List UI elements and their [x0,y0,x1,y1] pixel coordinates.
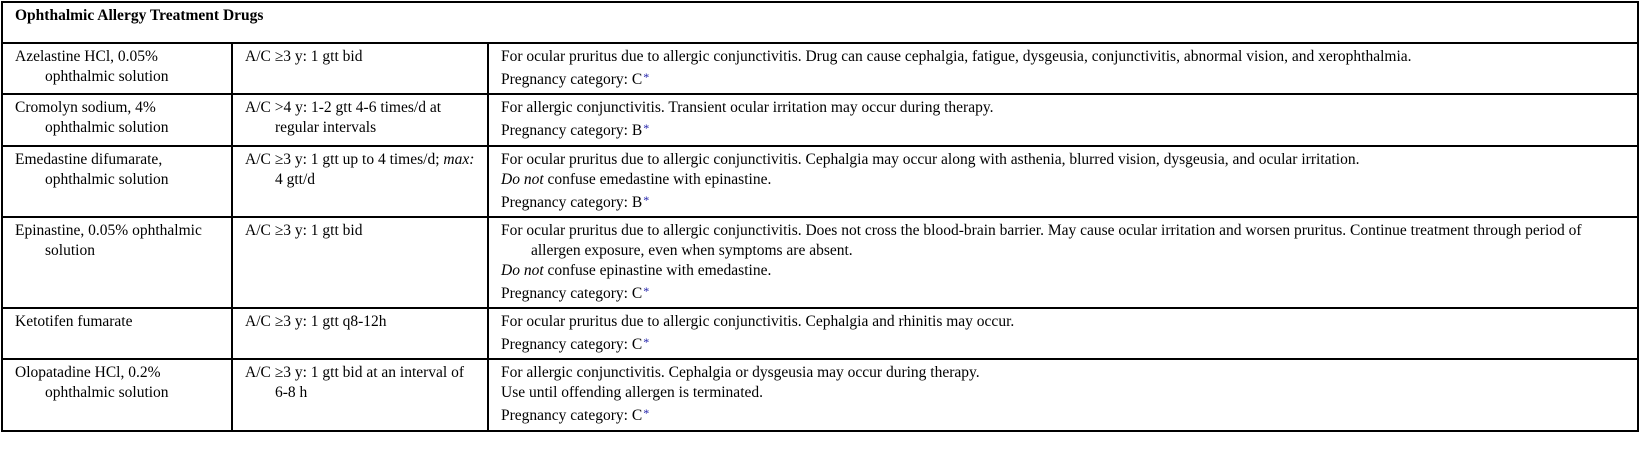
drug-name: Olopatadine HCl, 0.2% ophthalmic solution [15,364,169,401]
dose-text: A/C ≥3 y: 1 gtt bid [245,48,363,65]
drug-name: Emedastine difumarate, ophthalmic solution [15,151,169,188]
footnote-marker: * [643,284,650,298]
drug-name: Ketotifen fumarate [15,313,133,330]
notes-cell [488,359,1638,431]
dose-text: A/C ≥3 y: 1 gtt up to 4 times/d; max: 4 gtt/d [245,151,475,188]
indication-text: For allergic conjunctivitis. Transient ocular irritation may occur during therapy. [501,99,994,116]
dose-cell [232,146,488,217]
indication-text: For allergic conjunctivitis. Cephalgia or dysgeusia may occur during therapy. [501,364,980,381]
dose-cell [232,94,488,146]
usage-note: Use until offending allergen is terminated. [501,384,764,401]
dose-text: A/C >4 y: 1-2 gtt 4-6 times/d at regular intervals [245,99,442,136]
dose-text: A/C ≥3 y: 1 gtt bid [245,222,363,239]
indication-text: For ocular pruritus due to allergic conjunctivitis. Drug can cause cephalgia, fatigue, dysgeusia, conjunctivitis, abnormal vision, and xerophthalmia. [501,48,1412,65]
table-row [2,359,1638,431]
drug-table [1,1,1639,432]
drug-name-cell [2,43,232,94]
caution-emphasis: Do not [501,262,544,279]
pregnancy-category: Pregnancy category: C* [501,406,650,424]
dose-max-value: 4 gtt/d [275,171,316,188]
table-title: Ophthalmic Allergy Treatment Drugs [2,2,1638,43]
dose-cell [232,308,488,359]
table-row [2,43,1638,94]
drug-name-cell [2,308,232,359]
dose-cell [232,217,488,308]
caution-note: Do not confuse epinastine with emedastine. [501,262,772,279]
pregnancy-category: Pregnancy category: B* [501,193,650,211]
dose-max-label: max: [443,151,475,168]
footnote-marker: * [643,335,650,349]
notes-cell [488,94,1638,146]
caution-note: Do not confuse emedastine with epinastine. [501,171,772,188]
notes-cell [488,217,1638,308]
footnote-marker: * [643,406,650,420]
table-row [2,217,1638,308]
indication-text: For ocular pruritus due to allergic conjunctivitis. Does not cross the blood-brain barrier. May cause ocular irritation and worsen pruritus. Continue treatment through period of allergen exposure, even when symptoms are absent. [501,222,1582,259]
dose-cell [232,43,488,94]
table-row [2,146,1638,217]
pregnancy-category: Pregnancy category: C* [501,284,650,302]
drug-name-cell [2,359,232,431]
table-row [2,308,1638,359]
caution-emphasis: Do not [501,171,544,188]
indication-text: For ocular pruritus due to allergic conjunctivitis. Cephalgia may occur along with asthenia, blurred vision, dysgeusia, and ocular irritation. [501,151,1360,168]
pregnancy-category: Pregnancy category: C* [501,70,650,88]
footnote-marker: * [643,193,650,207]
indication-text: For ocular pruritus due to allergic conjunctivitis. Cephalgia and rhinitis may occur. [501,313,1015,330]
table-row [2,94,1638,146]
dose-text: A/C ≥3 y: 1 gtt bid at an interval of 6-8 h [245,364,465,401]
footnote-marker: * [643,121,650,135]
drug-name-cell [2,146,232,217]
drug-name: Azelastine HCl, 0.05% ophthalmic solution [15,48,169,85]
notes-cell [488,308,1638,359]
pregnancy-category: Pregnancy category: B* [501,121,650,139]
drug-name-cell [2,217,232,308]
drug-name: Cromolyn sodium, 4% ophthalmic solution [15,99,169,136]
drug-name-cell [2,94,232,146]
dose-cell [232,359,488,431]
pregnancy-category: Pregnancy category: C* [501,335,650,353]
notes-cell [488,146,1638,217]
dose-text: A/C ≥3 y: 1 gtt q8-12h [245,313,387,330]
table-title-row [2,2,1638,43]
footnote-marker: * [643,70,650,84]
notes-cell [488,43,1638,94]
drug-name: Epinastine, 0.05% ophthalmic solution [15,222,202,259]
